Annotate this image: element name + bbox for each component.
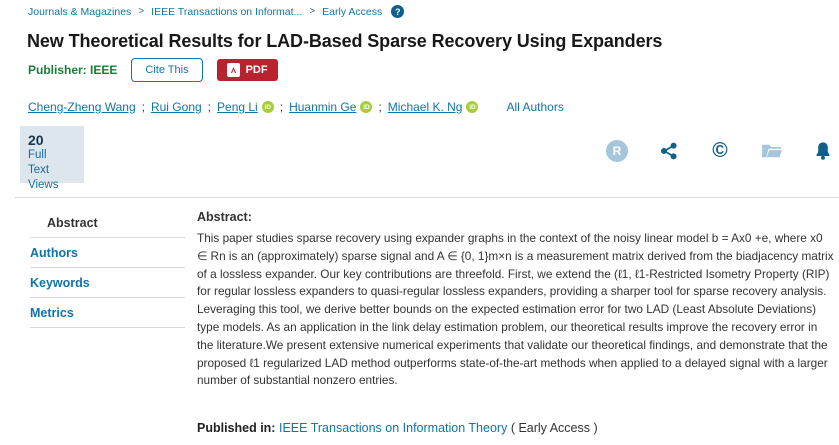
bell-icon[interactable] bbox=[811, 139, 835, 163]
pdf-button[interactable] bbox=[217, 59, 278, 81]
author-separator: ; bbox=[207, 100, 212, 114]
share-icon[interactable] bbox=[657, 139, 681, 163]
abstract-text: This paper studies sparse recovery using expander graphs in the context of the noisy linear model b = Ax0 +e, where x0 ∈ Rn is an (approximately) sparse signal and A ∈ {0, 1}m×n is a measurement matrix derived from the biadjacency matrix of a lossless expander. Our key contributions are threefold. First, we extend the (ℓ1, ℓ1-Restricted Isometry Property (RIP) for regular lossless expanders to quasi-regular lossless expanders, providing a sharper tool for sparse recovery analysis. Leveraging this tool, we derive better bounds on the expected estimation error for two LAD (Least Absolute Deviations) type models. As an application in the link delay estimation problem, our theoretical results improve the recovery error in the literature.We present extensive numerical experiments that validate our theoretical findings, and demonstrate that the proposed ℓ1 regularized LAD method outperforms state-of-the-art methods when applied to a delayed signal with a larger number of substantial nonzero entries. bbox=[197, 231, 834, 388]
full-text-views-label: Text Views bbox=[28, 164, 59, 191]
full-text-views-label: Full bbox=[28, 149, 47, 161]
author-link[interactable]: Rui Gong bbox=[150, 100, 202, 114]
publisher-row bbox=[28, 57, 278, 83]
breadcrumb-publication[interactable]: IEEE Transactions on Informat... bbox=[151, 5, 303, 18]
abstract-heading: Abstract: bbox=[197, 210, 252, 224]
full-text-views-count: 20 bbox=[28, 132, 44, 148]
orcid-icon[interactable]: iD bbox=[262, 101, 274, 113]
action-icons-row bbox=[605, 138, 835, 164]
publisher-text bbox=[28, 63, 117, 77]
all-authors-link[interactable]: All Authors bbox=[506, 100, 564, 114]
author-link[interactable]: Cheng-Zheng Wang bbox=[28, 100, 136, 114]
publisher-name: IEEE bbox=[90, 63, 118, 77]
published-in-label: Published in: bbox=[197, 421, 276, 435]
breadcrumb-separator: > bbox=[309, 6, 316, 17]
published-in-suffix: ( Early Access ) bbox=[510, 421, 598, 435]
breadcrumb-separator: > bbox=[138, 6, 145, 17]
abstract-section bbox=[197, 210, 834, 390]
breadcrumb-early-access[interactable]: Early Access bbox=[322, 5, 383, 18]
nav-item-authors[interactable]: Authors bbox=[30, 238, 185, 268]
pdf-button-label: PDF bbox=[245, 64, 268, 76]
published-in-journal-link[interactable]: IEEE Transactions on Information Theory bbox=[278, 421, 508, 435]
folder-icon[interactable] bbox=[760, 139, 784, 163]
breadcrumb-journals-magazines[interactable]: Journals & Magazines bbox=[28, 5, 132, 18]
author-separator: ; bbox=[141, 100, 145, 114]
author-link[interactable]: Huanmin Ge bbox=[289, 100, 357, 114]
author-link[interactable]: Peng Li bbox=[217, 100, 258, 114]
r-circle-icon[interactable] bbox=[605, 139, 629, 163]
nav-item-abstract[interactable]: Abstract bbox=[30, 208, 185, 238]
orcid-icon[interactable]: iD bbox=[360, 101, 372, 113]
cite-this-button[interactable]: Cite This bbox=[131, 58, 202, 82]
r-glyph: R bbox=[606, 140, 628, 162]
authors-row bbox=[28, 100, 564, 114]
published-in-row bbox=[197, 421, 598, 435]
section-divider bbox=[15, 197, 839, 198]
full-text-views-box[interactable] bbox=[20, 126, 84, 191]
author-link[interactable]: Michael K. Ng bbox=[387, 100, 463, 114]
publisher-label: Publisher: bbox=[28, 63, 87, 77]
article-section-nav bbox=[30, 208, 185, 328]
nav-item-keywords[interactable]: Keywords bbox=[30, 268, 185, 298]
copyright-icon[interactable] bbox=[708, 139, 732, 163]
breadcrumb bbox=[28, 5, 404, 18]
nav-item-metrics[interactable]: Metrics bbox=[30, 298, 185, 328]
orcid-icon[interactable]: iD bbox=[466, 101, 478, 113]
copyright-glyph: © bbox=[712, 139, 728, 162]
author-separator: ; bbox=[279, 100, 284, 114]
pdf-file-icon bbox=[227, 63, 240, 77]
help-icon[interactable]: ? bbox=[391, 5, 404, 18]
page-title: New Theoretical Results for LAD-Based Sparse Recovery Using Expanders bbox=[27, 31, 663, 51]
author-separator: ; bbox=[378, 100, 382, 114]
